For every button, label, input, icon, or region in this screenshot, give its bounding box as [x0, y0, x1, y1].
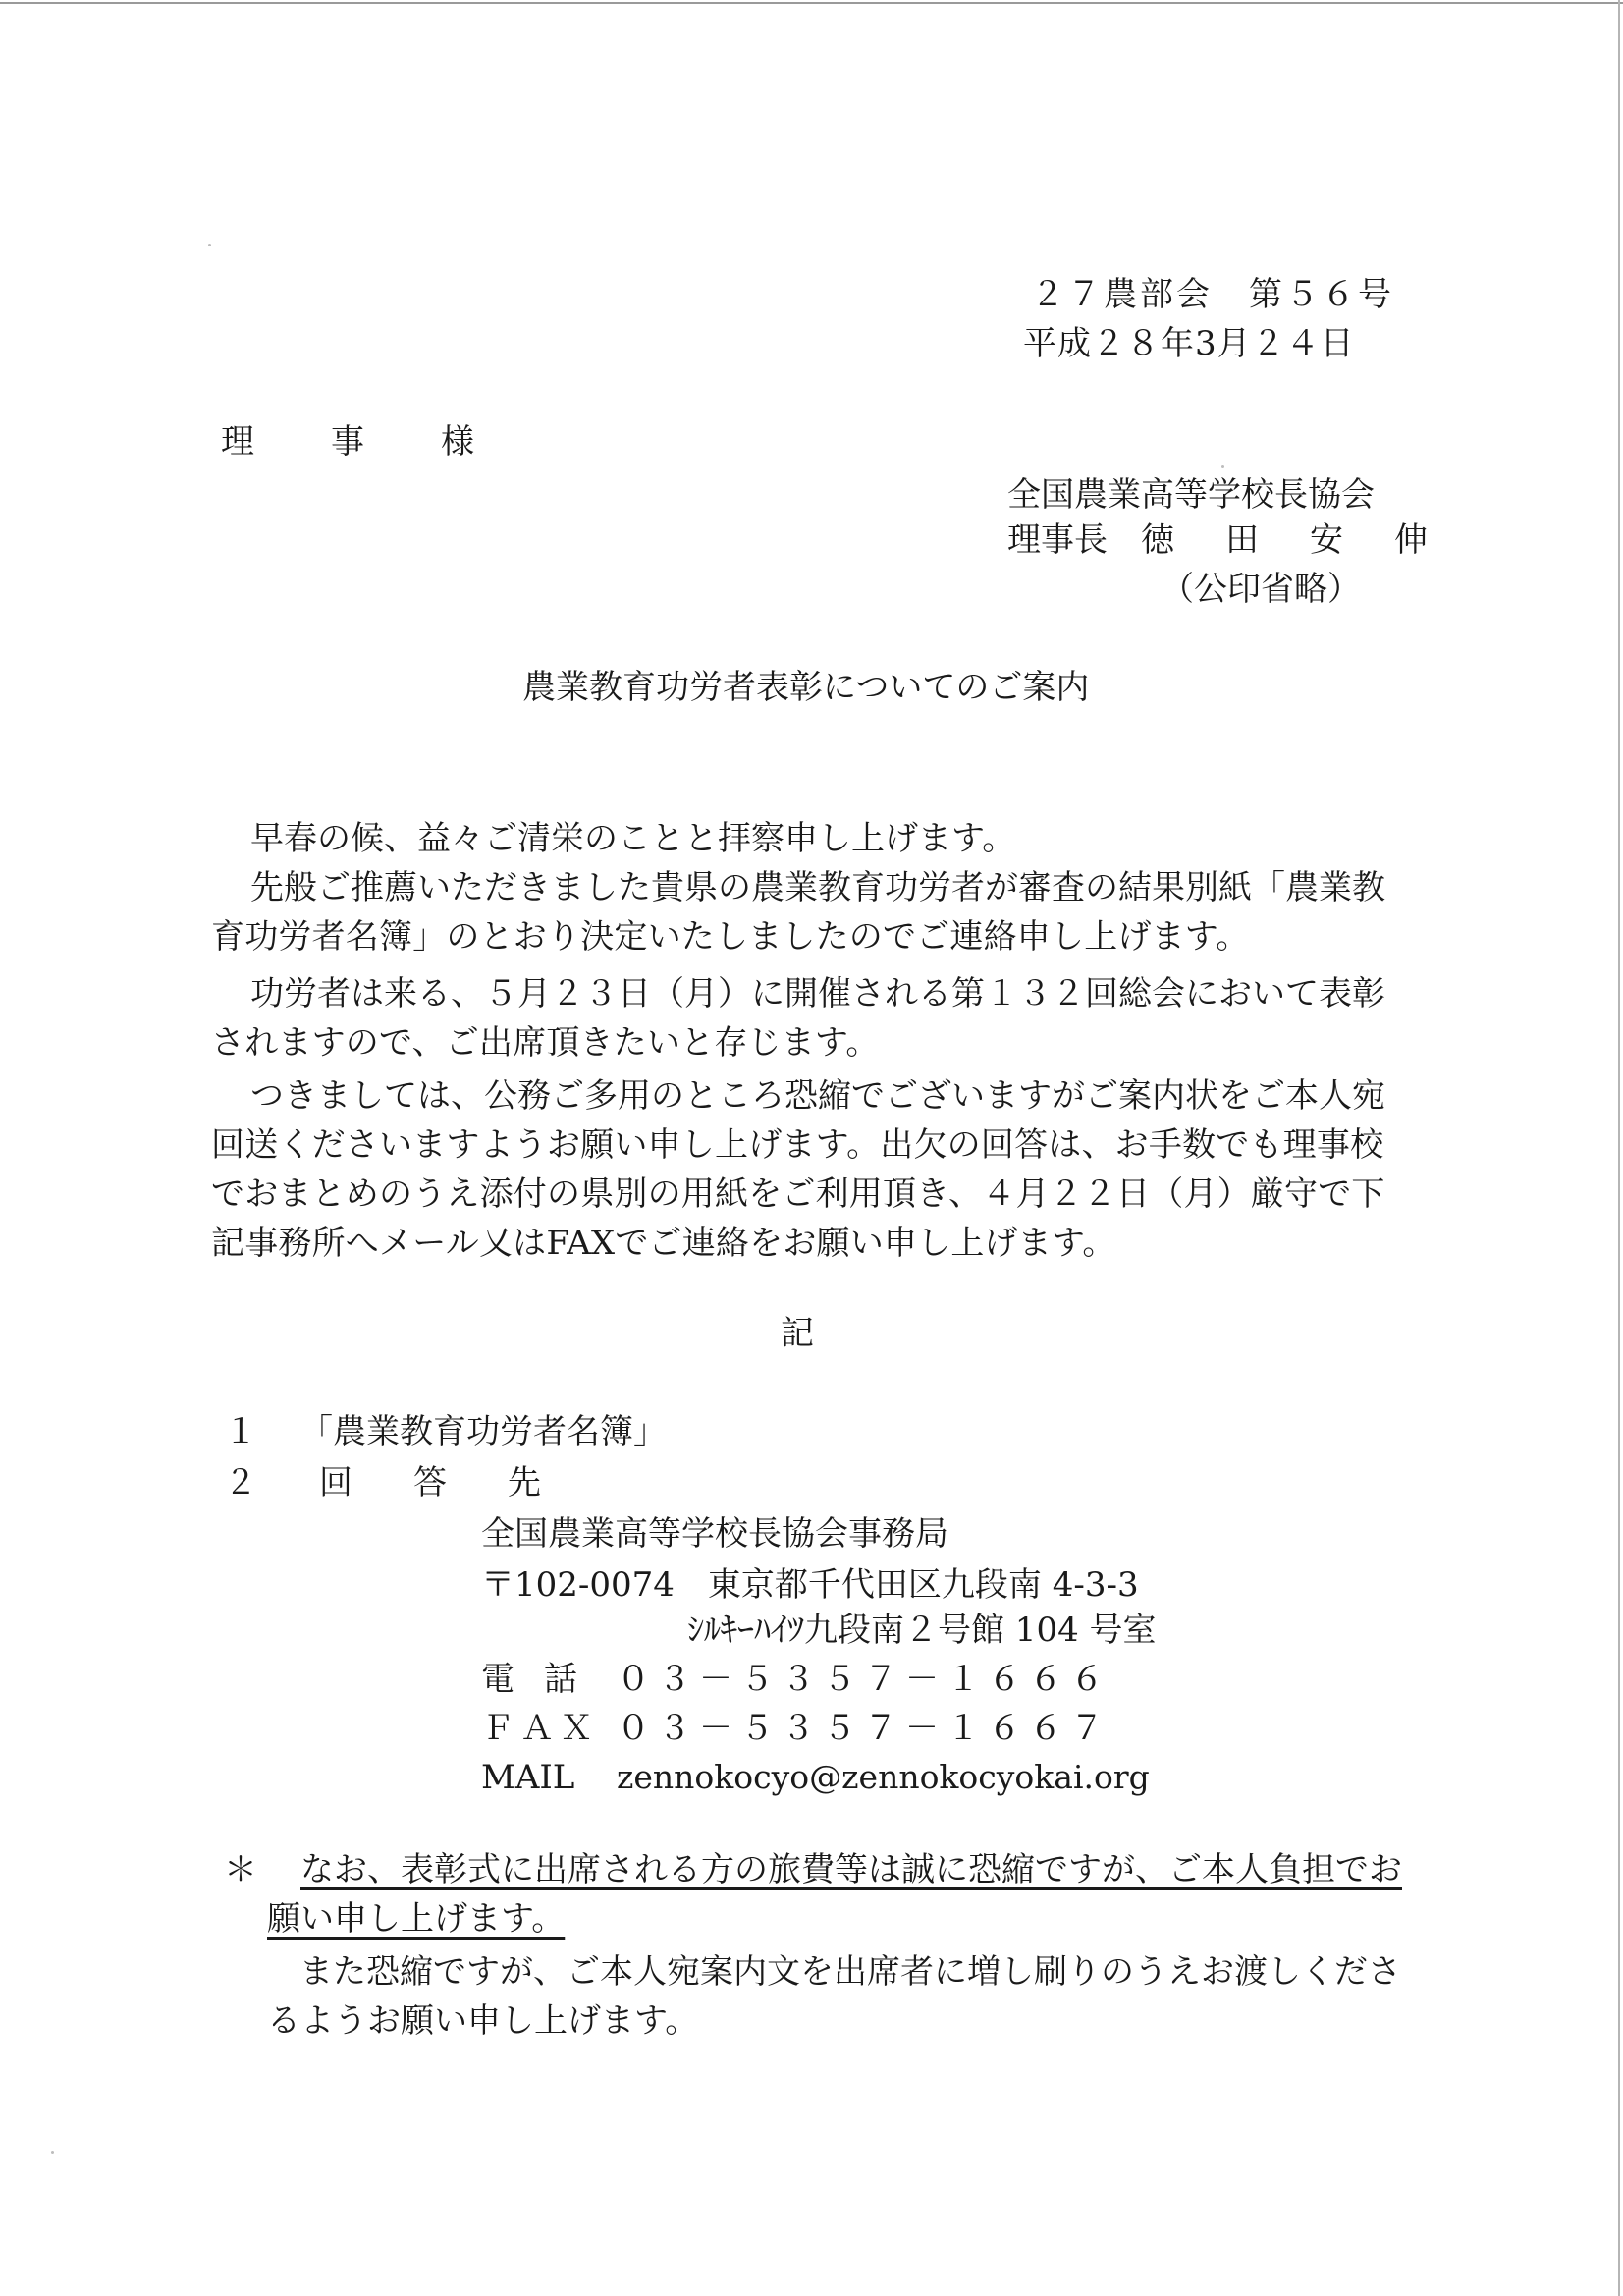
- body-paragraph-1: 早春の候、益々ご清栄のことと拝察申し上げます。: [250, 819, 1016, 858]
- contact-building: ｼﾙｷｰﾊｲﾂ九段南２号館 104 号室: [687, 1611, 1157, 1650]
- item-2-number: ２: [224, 1463, 257, 1503]
- item-2-text: 回答先: [319, 1463, 602, 1503]
- contact-office: 全国農業高等学校長協会事務局: [481, 1514, 948, 1554]
- scan-speck: [51, 2151, 54, 2154]
- contact-tel-label: 電話: [481, 1660, 607, 1699]
- scan-speck: [1221, 465, 1224, 468]
- body-paragraph-2-line-2: 育功労者名簿」のとおり決定いたしましたのでご連絡申し上げます。: [211, 917, 1250, 957]
- body-paragraph-3-line-2: されますので、ご出席頂きたいと存じます。: [211, 1023, 880, 1063]
- document-date: 平成２８年3月２４日: [1023, 324, 1355, 363]
- sender-name-char: 伸: [1394, 520, 1428, 560]
- document-subject: 農業教育功労者表彰についてのご案内: [522, 668, 1090, 707]
- body-paragraph-2-line-1: 先般ご推薦いただきました貴県の農業教育功労者が審査の結果別紙「農業教: [250, 868, 1385, 907]
- sender-name-char: 田: [1225, 520, 1259, 560]
- item-1-text: 「農業教育功労者名簿」: [299, 1412, 667, 1451]
- item-1-number: １: [224, 1412, 257, 1451]
- note-asterisk: ＊: [224, 1850, 257, 1889]
- body-paragraph-4-line-2: 回送くださいますようお願い申し上げます。出欠の回答は、お手数でも理事校: [211, 1125, 1384, 1165]
- note-line-1-text: なお、表彰式に出席される方の旅費等は誠に恐縮ですが、ご本人負担でお: [300, 1850, 1402, 1889]
- document-number: ２７農部会 第５６号: [1031, 275, 1394, 314]
- contact-mail-label: MAIL: [481, 1758, 575, 1797]
- body-paragraph-3-line-1: 功労者は来る、５月２３日（月）に開催される第１３２回総会において表彰: [250, 974, 1385, 1013]
- sender-title: 理事長: [1007, 520, 1108, 560]
- scan-speck: [208, 244, 211, 246]
- note-line-2: 願い申し上げます。: [267, 1899, 566, 1939]
- recipient: 理 事 様: [221, 422, 496, 462]
- scan-right-edge: [1618, 0, 1620, 2296]
- body-paragraph-4-line-4: 記事務所へメール又はFAXでご連絡をお願い申し上げます。: [211, 1224, 1116, 1263]
- contact-tel-value: ０３－５３５７－１６６６: [617, 1660, 1111, 1699]
- note-line-1: [267, 1848, 1402, 1891]
- note-line-4: るようお願い申し上げます。: [267, 2001, 699, 2041]
- contact-mail-value: zennokocyo@zennokocyokai.org: [617, 1758, 1150, 1796]
- body-paragraph-4-line-1: つきましては、公務ご多用のところ恐縮でございますがご案内状をご本人宛: [250, 1076, 1385, 1116]
- sender-name-char: 徳: [1141, 520, 1174, 560]
- body-paragraph-4-line-3: でおまとめのうえ添付の県別の用紙をご利用頂き、４月２２日（月）厳守で下: [211, 1175, 1385, 1214]
- sender-organization: 全国農業高等学校長協会: [1007, 475, 1375, 515]
- contact-postal-address: 〒102-0074 東京都千代田区九段南 4-3-3: [481, 1565, 1139, 1605]
- scan-top-edge: [0, 2, 1623, 4]
- ki-heading: 記: [781, 1314, 814, 1353]
- contact-fax-label: ＦＡＸ: [481, 1709, 599, 1748]
- sender-chair: [1007, 519, 1428, 562]
- contact-fax-value: ０３－５３５７－１６６７: [617, 1709, 1111, 1748]
- note-line-3: また恐縮ですが、ご本人宛案内文を出席者に増し刷りのうえお渡しくださ: [299, 1952, 1401, 1992]
- sender-name-char: 安: [1310, 520, 1343, 560]
- seal-note: （公印省略）: [1161, 570, 1361, 609]
